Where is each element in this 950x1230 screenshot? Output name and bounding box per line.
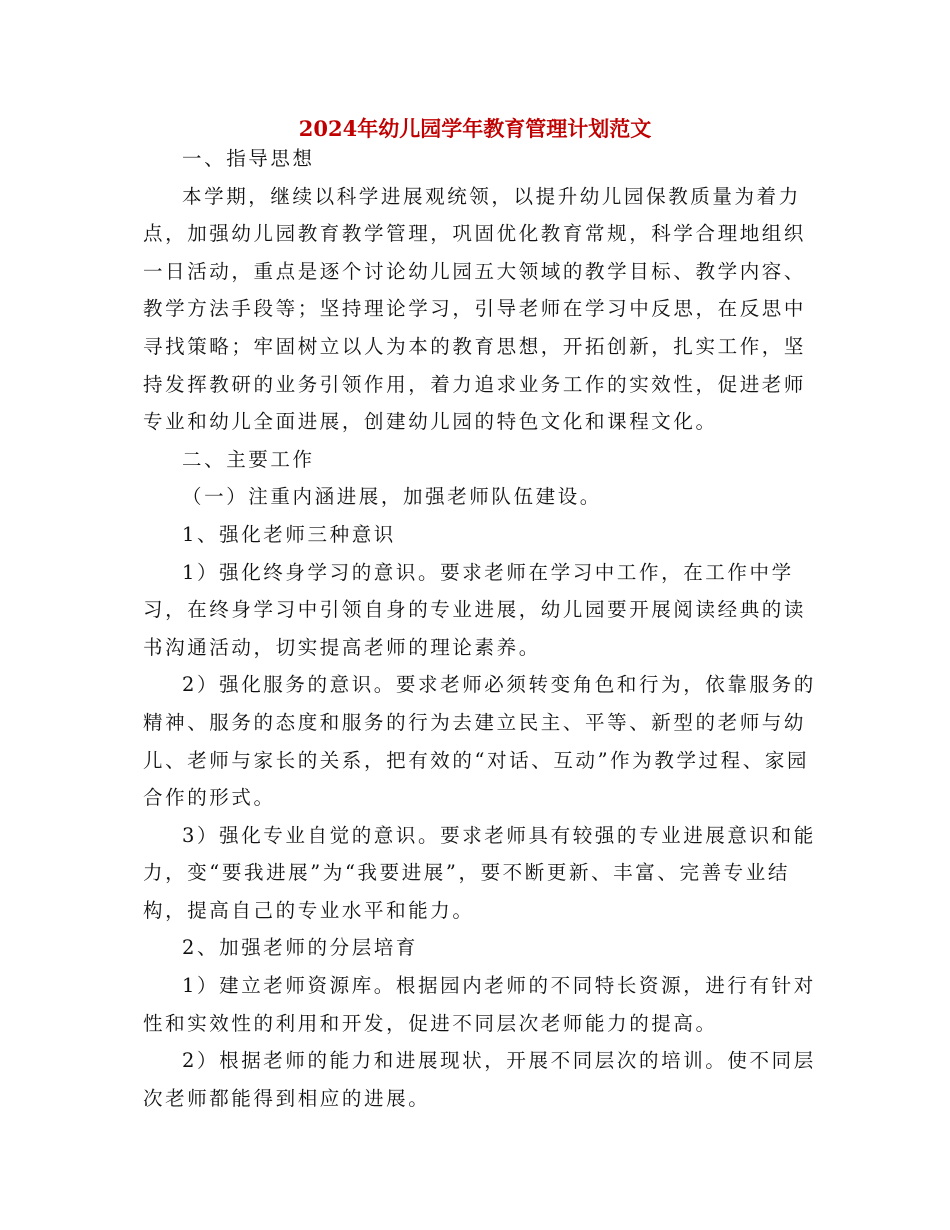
subsection-heading-teacher-team: （一）注重内涵进展，加强老师队伍建设。 — [182, 485, 602, 509]
document-title: 2024年幼儿园学年教育管理计划范文 — [298, 116, 652, 141]
section-heading-guiding-thought: 一、指导思想 — [182, 147, 315, 170]
section-heading-main-work: 二、主要工作 — [182, 447, 315, 471]
document-body — [143, 140, 823, 1117]
paragraph-service-awareness: 2）强化服务的意识。要求老师必须转变角色和行为，依靠服务的精神、服务的态度和服务的行为去建立民主、平等、新型的老师与幼儿、老师与家长的关系，把有效的“对话、互动”作为教学过程、家园合作的形式。 — [143, 673, 816, 810]
paragraph-resource-library: 1）建立老师资源库。根据园内老师的不同特长资源，进行有针对性和实效性的利用和开发，促进不同层次老师能力的提高。 — [143, 974, 816, 1035]
item-heading-tiered-training: 2、加强老师的分层培育 — [182, 936, 419, 960]
paragraph-guiding-thought: 本学期，继续以科学进展观统领，以提升幼儿园保教质量为着力点，加强幼儿园教育教学管理，巩固优化教育常规，科学合理地组织一日活动，重点是逐个讨论幼儿园五大领域的教学目标、教学内容、教学方法手段等；坚持理论学习，引导老师在学习中反思，在反思中寻找策略；牢固树立以人为本的教育思想，开拓创新，扎实工作，坚持发挥教研的业务引领作用，着力追求业务工作的实效性，促进老师专业和幼儿全面进展，创建幼儿园的特色文化和课程文化。 — [143, 184, 807, 434]
paragraph-tiered-training: 2）根据老师的能力和进展现状，开展不同层次的培训。使不同层次老师都能得到相应的进展。 — [143, 1049, 816, 1110]
item-heading-three-awareness: 1、强化老师三种意识 — [182, 522, 396, 546]
paragraph-professional-awareness: 3）强化专业自觉的意识。要求老师具有较强的专业进展意识和能力，变“要我进展”为“我要进展”，要不断更新、丰富、完善专业结构，提高自己的专业水平和能力。 — [143, 823, 816, 922]
paragraph-lifelong-learning: 1）强化终身学习的意识。要求老师在学习中工作，在工作中学习，在终身学习中引领自身的专业进展，幼儿园要开展阅读经典的读书沟通活动，切实提高老师的理论素养。 — [143, 560, 807, 659]
